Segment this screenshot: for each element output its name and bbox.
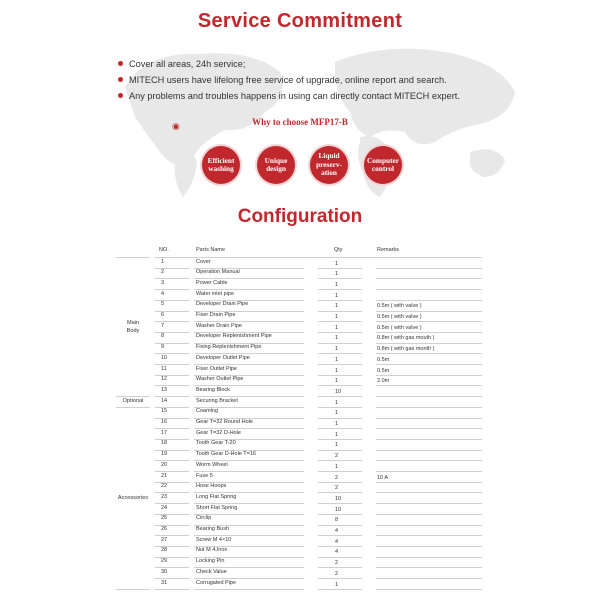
commitment-text: Cover all areas, 24h service; bbox=[129, 59, 246, 69]
configuration-title: Configuration bbox=[237, 206, 363, 227]
row-qty: 2 bbox=[335, 570, 339, 577]
row-divider bbox=[318, 407, 362, 408]
commitment-list bbox=[118, 56, 460, 104]
row-divider bbox=[318, 589, 362, 590]
row-no: 18 bbox=[161, 440, 168, 447]
row-divider bbox=[318, 567, 362, 568]
row-divider bbox=[318, 471, 362, 472]
row-divider bbox=[318, 353, 362, 354]
why-choose-heading: Why to choose MFP17-B bbox=[252, 117, 348, 127]
row-part-name: Washer Drain Pipe bbox=[196, 322, 242, 329]
row-part-name: Developer Outlet Pipe bbox=[196, 354, 250, 361]
row-divider bbox=[318, 321, 362, 322]
row-no: 11 bbox=[161, 365, 167, 372]
row-divider bbox=[376, 278, 482, 279]
row-part-name: Bearing Block bbox=[196, 386, 230, 393]
group-divider bbox=[116, 407, 150, 408]
row-divider bbox=[376, 385, 482, 386]
row-no: 13 bbox=[161, 386, 168, 393]
row-divider bbox=[376, 300, 482, 301]
row-divider bbox=[376, 343, 482, 344]
row-divider bbox=[376, 535, 482, 536]
row-part-name: Securing Bracket bbox=[196, 397, 238, 404]
row-qty: 1 bbox=[335, 399, 339, 406]
row-qty: 1 bbox=[335, 431, 339, 438]
row-qty: 1 bbox=[335, 292, 339, 299]
row-part-name: Worm Wheel bbox=[196, 461, 228, 468]
row-divider bbox=[376, 428, 482, 429]
row-part-name: Power Cable bbox=[196, 279, 228, 286]
row-divider bbox=[376, 332, 482, 333]
row-divider bbox=[376, 418, 482, 419]
row-part-name: Bearing Bush bbox=[196, 526, 230, 532]
row-divider bbox=[376, 364, 482, 365]
row-divider bbox=[376, 353, 482, 354]
row-remarks: 0.8m ( with gas mouth ) bbox=[377, 335, 435, 342]
row-qty: 1 bbox=[335, 335, 339, 342]
row-no: 8 bbox=[161, 333, 165, 340]
row-no: 12 bbox=[161, 376, 168, 383]
row-divider bbox=[318, 385, 362, 386]
row-divider bbox=[376, 578, 482, 579]
group-label: Main Body bbox=[126, 319, 140, 334]
row-qty: 1 bbox=[335, 356, 339, 363]
header-qty: Qty bbox=[334, 247, 343, 253]
row-qty: 1 bbox=[335, 410, 339, 417]
row-no: 7 bbox=[161, 322, 165, 329]
row-no: 21 bbox=[161, 472, 168, 479]
row-qty: 1 bbox=[335, 421, 339, 427]
row-no: 16 bbox=[161, 419, 168, 425]
row-qty: 1 bbox=[335, 378, 339, 385]
row-part-name: Gear T=32 D-Hole bbox=[196, 429, 241, 436]
service-title: Service Commitment bbox=[197, 10, 403, 32]
row-part-name: Screw M 4×10 bbox=[196, 536, 232, 543]
header-no: NO. bbox=[159, 247, 169, 253]
row-divider bbox=[318, 578, 362, 579]
row-divider bbox=[318, 492, 362, 493]
row-no: 5 bbox=[161, 301, 165, 308]
feature-efficient-washing: Efficient washing bbox=[202, 146, 240, 184]
row-divider bbox=[376, 439, 482, 440]
row-part-name: Fixer Drain Pipe bbox=[196, 312, 236, 318]
row-qty: 10 bbox=[335, 495, 342, 502]
row-qty: 2 bbox=[335, 485, 339, 492]
row-qty: 1 bbox=[335, 271, 339, 278]
row-divider bbox=[376, 268, 482, 269]
row-no: 6 bbox=[161, 312, 165, 318]
row-qty: 10 bbox=[335, 506, 342, 513]
commitment-text: Any problems and troubles happens in using can directly contact MITECH expert. bbox=[129, 91, 460, 101]
row-no: 10 bbox=[161, 354, 168, 361]
row-divider bbox=[318, 343, 362, 344]
row-no: 23 bbox=[161, 493, 168, 500]
row-qty: 1 bbox=[335, 367, 339, 374]
row-divider bbox=[318, 418, 362, 419]
row-no: 17 bbox=[161, 429, 168, 436]
row-divider bbox=[376, 471, 482, 472]
row-no: 28 bbox=[161, 547, 168, 554]
group-divider bbox=[116, 257, 150, 258]
row-part-name: Fixer Outlet Pipe bbox=[196, 365, 237, 372]
commitment-item bbox=[118, 88, 460, 104]
row-no: 22 bbox=[161, 483, 168, 490]
row-divider bbox=[318, 268, 362, 269]
row-divider bbox=[376, 589, 482, 590]
row-divider bbox=[376, 311, 482, 312]
group-label: Optional bbox=[122, 398, 144, 405]
row-remarks: 2.0m bbox=[377, 378, 390, 385]
row-qty: 1 bbox=[335, 303, 339, 310]
row-divider bbox=[155, 589, 189, 590]
row-divider bbox=[376, 289, 482, 290]
row-no: 29 bbox=[161, 558, 168, 565]
row-divider bbox=[318, 300, 362, 301]
row-divider bbox=[318, 535, 362, 536]
row-divider bbox=[376, 450, 482, 451]
row-part-name: Circlip bbox=[196, 515, 212, 522]
row-part-name: Gear T=32 Round Hole bbox=[196, 419, 253, 425]
feature-unique-design: Unique design bbox=[257, 146, 295, 184]
row-no: 14 bbox=[161, 397, 168, 404]
row-qty: 4 bbox=[335, 528, 339, 534]
row-qty: 8 bbox=[335, 517, 339, 524]
row-divider bbox=[376, 546, 482, 547]
row-part-name: Operation Manual bbox=[196, 269, 240, 276]
row-part-name: Locking Pin bbox=[196, 558, 225, 565]
header-remarks: Remarks bbox=[377, 247, 400, 253]
row-no: 27 bbox=[161, 536, 168, 543]
row-divider bbox=[376, 460, 482, 461]
group-label: Accessories bbox=[117, 494, 149, 501]
row-part-name: Hose Hoops bbox=[196, 483, 227, 490]
row-divider bbox=[376, 375, 482, 376]
feature-liquid-preservation: Liquid preserv- ation bbox=[310, 146, 348, 184]
row-divider bbox=[376, 482, 482, 483]
row-part-name: Fixing Replenishment Pipe bbox=[196, 344, 262, 351]
row-part-name: Corrugated Pipe bbox=[196, 579, 237, 586]
row-no: 2 bbox=[161, 269, 165, 276]
row-qty: 4 bbox=[335, 549, 339, 556]
row-qty: 2 bbox=[335, 453, 339, 460]
row-divider bbox=[318, 525, 362, 526]
row-part-name: Cover bbox=[196, 258, 211, 265]
row-divider bbox=[318, 460, 362, 461]
row-divider bbox=[376, 503, 482, 504]
row-remarks: 0.5m bbox=[377, 367, 390, 374]
row-divider bbox=[318, 332, 362, 333]
row-divider bbox=[318, 514, 362, 515]
row-part-name: Tooth Gear D-Hole T=16 bbox=[196, 451, 256, 458]
row-qty: 1 bbox=[335, 314, 339, 320]
row-part-name: Fuse 5 bbox=[196, 472, 213, 479]
location-pin-icon: ◉ bbox=[172, 121, 180, 131]
row-divider bbox=[376, 525, 482, 526]
row-qty: 1 bbox=[335, 346, 339, 353]
row-divider bbox=[318, 557, 362, 558]
row-no: 24 bbox=[161, 504, 168, 511]
row-divider bbox=[318, 364, 362, 365]
row-divider bbox=[376, 396, 482, 397]
row-divider bbox=[376, 492, 482, 493]
row-remarks: 0.5m ( with valve ) bbox=[377, 303, 422, 310]
row-no: 9 bbox=[161, 344, 165, 351]
row-divider bbox=[376, 514, 482, 515]
row-no: 19 bbox=[161, 451, 168, 458]
row-divider bbox=[318, 546, 362, 547]
row-divider bbox=[318, 375, 362, 376]
row-no: 3 bbox=[161, 279, 165, 286]
row-divider bbox=[318, 428, 362, 429]
row-no: 31 bbox=[161, 579, 168, 586]
row-remarks: 0.5m bbox=[377, 356, 390, 363]
row-remarks: 0.5m ( with valve ) bbox=[377, 314, 422, 320]
bullet-dot-icon bbox=[118, 61, 123, 66]
row-qty: 1 bbox=[335, 463, 339, 470]
row-qty: 10 bbox=[335, 388, 342, 395]
feature-computer-control: Computer control bbox=[364, 146, 402, 184]
row-qty: 4 bbox=[335, 538, 339, 545]
row-part-name: Long Flat Spring bbox=[196, 493, 237, 500]
row-divider bbox=[318, 311, 362, 312]
row-divider bbox=[318, 450, 362, 451]
row-part-name: Nut M 4,Inox bbox=[196, 547, 228, 554]
row-divider bbox=[318, 439, 362, 440]
bullet-dot-icon bbox=[118, 93, 123, 98]
row-divider bbox=[318, 503, 362, 504]
row-part-name: Tooth Gear T-20 bbox=[196, 440, 236, 447]
row-no: 20 bbox=[161, 461, 168, 468]
row-no: 30 bbox=[161, 568, 168, 575]
row-no: 26 bbox=[161, 526, 168, 532]
row-qty: 2 bbox=[335, 560, 339, 567]
header-parts-name: Parts Name bbox=[196, 247, 226, 253]
row-part-name: Developer Drain Pipe bbox=[196, 301, 249, 308]
row-no: 25 bbox=[161, 515, 168, 522]
row-part-name: Coaming bbox=[196, 408, 219, 415]
bullet-dot-icon bbox=[118, 77, 123, 82]
row-part-name: Washer Outlet Pipe bbox=[196, 376, 244, 383]
row-qty: 1 bbox=[335, 260, 339, 267]
row-part-name: Water inlet pipe bbox=[196, 290, 235, 297]
row-remarks: 0.5m ( with valve ) bbox=[377, 324, 422, 331]
row-qty: 1 bbox=[335, 442, 339, 449]
row-remarks: 0.8m ( with gas month ) bbox=[377, 346, 435, 353]
row-divider bbox=[194, 589, 304, 590]
commitment-item bbox=[118, 56, 460, 72]
row-qty: 1 bbox=[335, 281, 339, 288]
row-part-name: Short Flat Spring bbox=[196, 504, 238, 511]
row-part-name: Check Value bbox=[196, 568, 227, 575]
commitment-item bbox=[118, 72, 460, 88]
row-divider bbox=[376, 567, 482, 568]
row-qty: 1 bbox=[335, 581, 339, 588]
row-divider bbox=[318, 278, 362, 279]
row-divider bbox=[318, 289, 362, 290]
row-divider bbox=[376, 407, 482, 408]
row-divider bbox=[318, 482, 362, 483]
row-no: 1 bbox=[161, 258, 165, 265]
group-divider bbox=[116, 589, 150, 590]
commitment-text: MITECH users have lifelong free service of upgrade, online report and search. bbox=[129, 75, 447, 85]
row-part-name: Developer Replenishment Pipe bbox=[196, 333, 272, 340]
row-divider bbox=[318, 396, 362, 397]
row-divider bbox=[376, 321, 482, 322]
row-qty: 2 bbox=[335, 474, 339, 481]
row-qty: 1 bbox=[335, 324, 339, 331]
row-remarks: 10 A bbox=[377, 474, 389, 481]
row-divider bbox=[376, 557, 482, 558]
row-no: 4 bbox=[161, 290, 165, 297]
row-no: 15 bbox=[161, 408, 168, 415]
